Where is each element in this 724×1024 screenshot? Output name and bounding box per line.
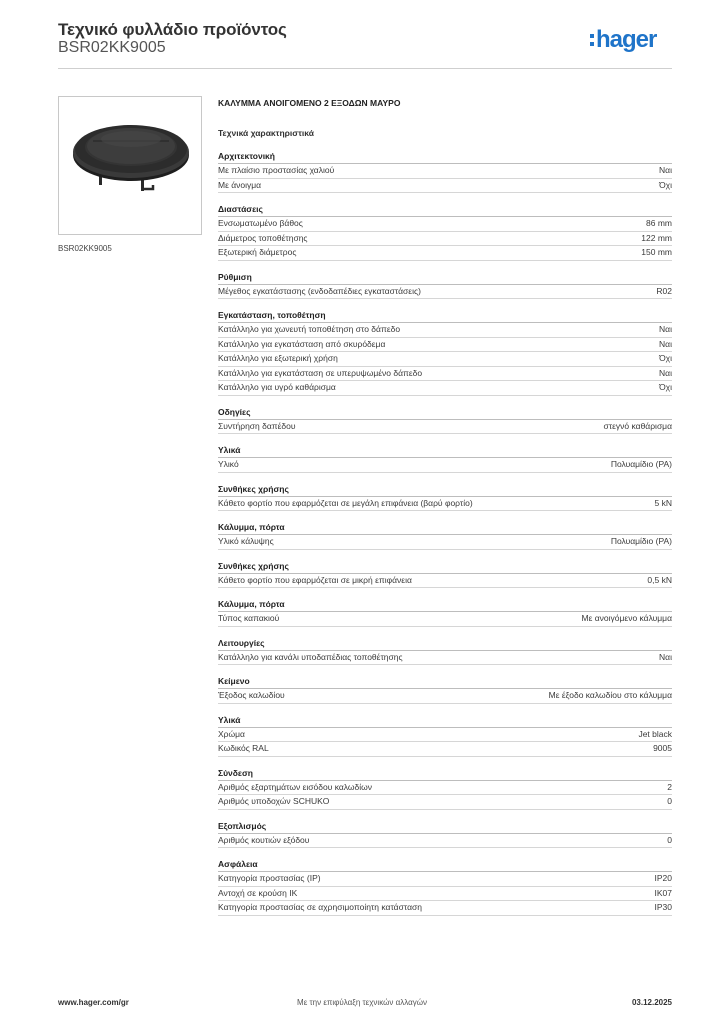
spec-row	[218, 217, 672, 232]
section-title: Κάλυμμα, πόρτα	[218, 598, 672, 612]
hager-logo	[590, 26, 656, 54]
spec-value: R02	[656, 285, 672, 296]
spec-row	[218, 612, 672, 627]
spec-label: Αριθμός κουτιών εξόδου	[218, 834, 310, 845]
section-title: Εξοπλισμός	[218, 820, 672, 834]
spec-row	[218, 872, 672, 887]
document-title: Τεχνικό φυλλάδιο προϊόντος	[58, 20, 287, 39]
spec-label: Τύπος καπακιού	[218, 613, 280, 623]
logo-dots-icon	[590, 32, 594, 48]
spec-label: Κωδικός RAL	[218, 743, 269, 753]
footer-url[interactable]: www.hager.com/gr	[58, 998, 129, 1007]
spec-label: Κατηγορία προστασίας (IP)	[218, 873, 321, 883]
spec-value: IP30	[654, 902, 672, 912]
spec-section	[218, 637, 672, 666]
spec-row	[218, 901, 672, 916]
spec-label: Με άνοιγμα	[218, 179, 262, 190]
spec-value: 0	[667, 834, 672, 845]
spec-label: Κάθετο φορτίο που εφαρμόζεται σε μεγάλη επιφάνεια (βαρύ φορτίο)	[218, 497, 473, 508]
image-caption: BSR02KK9005	[58, 244, 112, 253]
spec-value: 86 mm	[646, 218, 672, 228]
spec-label: Υλικό	[218, 459, 239, 469]
spec-label: Υλικό κάλυψης	[218, 536, 274, 546]
spec-row	[218, 420, 672, 435]
spec-label: Αντοχή σε κρούση IK	[218, 887, 298, 898]
spec-row	[218, 352, 672, 367]
spec-value: Ναι	[659, 165, 672, 175]
spec-sections	[218, 150, 672, 916]
spec-value: Ναι	[659, 324, 672, 334]
section-title: Συνθήκες χρήσης	[218, 483, 672, 497]
spec-value: 2	[667, 781, 672, 792]
spec-label: Κατάλληλο για εξωτερική χρήση	[218, 353, 338, 363]
spec-section	[218, 767, 672, 810]
spec-section	[218, 560, 672, 589]
section-title: Κάλυμμα, πόρτα	[218, 521, 672, 535]
spec-row	[218, 179, 672, 194]
header-divider	[58, 68, 672, 69]
spec-section	[218, 309, 672, 396]
spec-row	[218, 367, 672, 382]
spec-value: 0,5 kN	[647, 574, 672, 585]
section-title: Υλικά	[218, 444, 672, 458]
spec-content	[218, 96, 672, 926]
spec-row	[218, 574, 672, 589]
spec-value: 5 kN	[654, 497, 672, 508]
spec-value: Ναι	[659, 367, 672, 378]
spec-section	[218, 820, 672, 849]
spec-row	[218, 689, 672, 704]
spec-label: Κατάλληλο για χωνευτή τοποθέτηση στο δάπεδο	[218, 324, 401, 334]
spec-value: Με έξοδο καλωδίου στο κάλυμμα	[548, 690, 672, 700]
spec-section	[218, 406, 672, 435]
spec-label: Με πλαίσιο προστασίας χαλιού	[218, 165, 335, 175]
section-title: Εγκατάσταση, τοποθέτηση	[218, 309, 672, 323]
spec-row	[218, 887, 672, 902]
spec-value: στεγνό καθάρισμα	[603, 420, 672, 431]
spec-row	[218, 164, 672, 179]
section-title: Ρύθμιση	[218, 271, 672, 285]
spec-label: Διάμετρος τοποθέτησης	[218, 232, 308, 243]
spec-row	[218, 338, 672, 353]
spec-value: 150 mm	[641, 247, 672, 257]
spec-row	[218, 795, 672, 810]
spec-label: Κατηγορία προστασίας σε αχρησιμοποίητη κατάσταση	[218, 902, 422, 912]
spec-row	[218, 651, 672, 666]
section-title: Οδηγίες	[218, 406, 672, 420]
spec-value: IK07	[654, 887, 672, 898]
spec-row	[218, 728, 672, 743]
spec-row	[218, 535, 672, 550]
spec-section	[218, 714, 672, 757]
section-title: Κείμενο	[218, 675, 672, 689]
spec-label: Συντήρηση δαπέδου	[218, 420, 296, 431]
spec-label: Αριθμός εξαρτημάτων εισόδου καλωδίων	[218, 781, 373, 792]
spec-section	[218, 271, 672, 300]
spec-section	[218, 444, 672, 473]
spec-row	[218, 246, 672, 261]
spec-label: Εξωτερική διάμετρος	[218, 247, 297, 257]
spec-section	[218, 598, 672, 627]
spec-row	[218, 742, 672, 757]
section-title: Αρχιτεκτονική	[218, 150, 672, 164]
spec-value: IP20	[654, 873, 672, 883]
spec-value: Όχι	[659, 382, 672, 392]
spec-value: 0	[667, 796, 672, 806]
spec-row	[218, 323, 672, 338]
logo-text: hager	[596, 26, 657, 53]
section-title: Υλικά	[218, 714, 672, 728]
spec-label: Μέγεθος εγκατάστασης (ενδοδαπέδιες εγκαταστάσεις)	[218, 285, 421, 296]
spec-section	[218, 203, 672, 261]
footer-date: 03.12.2025	[631, 998, 672, 1007]
spec-value: 9005	[653, 743, 672, 753]
spec-row	[218, 781, 672, 796]
spec-value: Ναι	[659, 651, 672, 662]
section-title: Σύνδεση	[218, 767, 672, 781]
floor-socket-cover-image	[59, 97, 201, 234]
spec-row	[218, 458, 672, 473]
spec-value: Όχι	[659, 353, 672, 363]
section-title: Διαστάσεις	[218, 203, 672, 217]
section-title: Λειτουργίες	[218, 637, 672, 651]
technical-characteristics-title: Τεχνικά χαρακτηριστικά	[218, 128, 314, 138]
spec-row	[218, 285, 672, 300]
spec-section	[218, 675, 672, 704]
spec-row	[218, 381, 672, 396]
spec-section	[218, 858, 672, 916]
spec-value: Όχι	[659, 179, 672, 190]
spec-value: Πολυαμίδιο (PA)	[610, 459, 672, 469]
spec-label: Κατάλληλο για εγκατάσταση σε υπερυψωμένο δάπεδο	[218, 367, 423, 378]
spec-value: Jet black	[638, 728, 672, 739]
spec-label: Κατάλληλο για υγρό καθάρισμα	[218, 382, 336, 392]
spec-row	[218, 232, 672, 247]
spec-label: Κατάλληλο για εγκατάσταση από σκυρόδεμα	[218, 338, 386, 349]
section-title: Ασφάλεια	[218, 858, 672, 872]
spec-label: Αριθμός υποδοχών SCHUKO	[218, 796, 330, 806]
product-name: ΚΑΛΥΜΜΑ ΑΝΟΙΓΟΜΕΝΟ 2 ΕΞΟΔΩΝ ΜΑΥΡΟ	[218, 98, 401, 108]
spec-value: Με ανοιγόμενο κάλυμμα	[581, 613, 672, 623]
spec-label: Έξοδος καλωδίου	[218, 690, 285, 700]
spec-label: Χρώμα	[218, 728, 245, 739]
spec-label: Κατάλληλο για κανάλι υποδαπέδιας τοποθέτησης	[218, 651, 403, 662]
spec-section	[218, 521, 672, 550]
spec-value: Ναι	[659, 338, 672, 349]
spec-label: Ενσωματωμένο βάθος	[218, 218, 303, 228]
spec-row	[218, 834, 672, 849]
spec-label: Κάθετο φορτίο που εφαρμόζεται σε μικρή επιφάνεια	[218, 574, 412, 585]
spec-row	[218, 497, 672, 512]
section-title: Συνθήκες χρήσης	[218, 560, 672, 574]
spec-section	[218, 150, 672, 193]
spec-section	[218, 483, 672, 512]
spec-value: Πολυαμίδιο (PA)	[610, 536, 672, 546]
product-image	[58, 96, 202, 235]
product-code: BSR02KK9005	[58, 39, 166, 56]
footer-disclaimer: Με την επιφύλαξη τεχνικών αλλαγών	[297, 998, 427, 1007]
spec-value: 122 mm	[641, 232, 672, 243]
